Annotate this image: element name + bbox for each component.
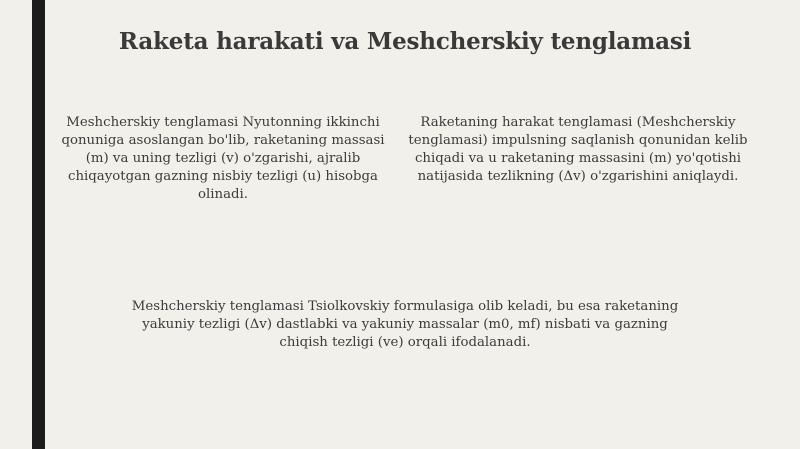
paragraph-bottom: Meshcherskiy tenglamasi Tsiolkovskiy formulasiga olib keladi, bu esa raketaning yakuniy tezligi (Δv) dastlabki va yakuniy massalar (m0, mf) nisbati va gazning chiqish tezligi (ve) orqali ifodalanadi. bbox=[131, 299, 679, 350]
left-accent-bar bbox=[32, 0, 45, 449]
slide-title: Raketa harakati va Meshcherskiy tenglamasi bbox=[118, 28, 692, 55]
paragraph-right: Raketaning harakat tenglamasi (Meshcherskiy tenglamasi) impulsning saqlanish qonunidan kelib chiqadi va u raketaning massasini (m) yo'qotishi natijasida tezlikning (Δv) o'zgarishini aniqlaydi. bbox=[408, 115, 748, 184]
paragraph-left: Meshcherskiy tenglamasi Nyutonning ikkinchi qonuniga asoslangan bo'lib, raketaning massasi (m) va uning tezligi (v) o'zgarishi, ajralib chiqayotgan gazning nisbiy tezligi (u) hisobga olinadi. bbox=[61, 115, 385, 202]
